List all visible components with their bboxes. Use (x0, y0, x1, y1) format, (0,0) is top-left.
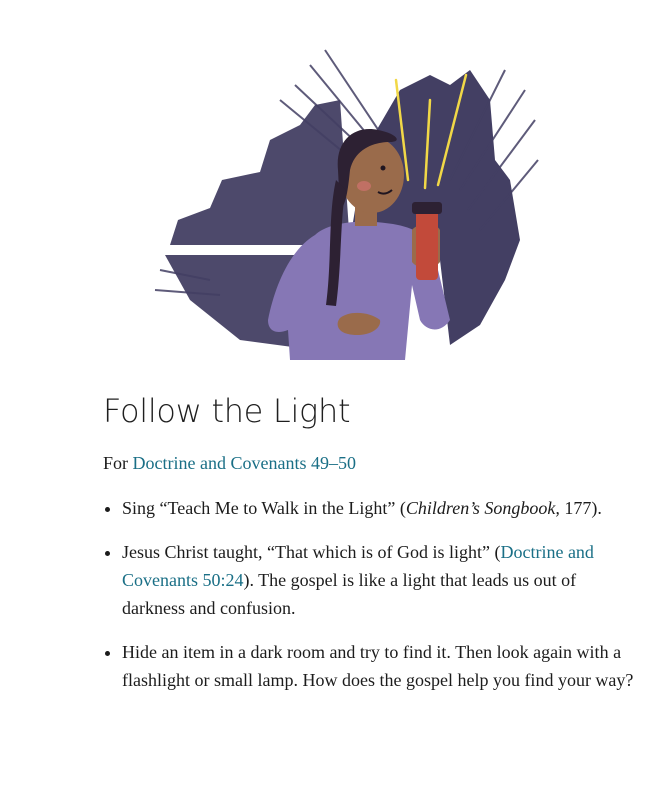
doctrine-covenants-49-50-link[interactable]: Doctrine and Covenants 49–50 (132, 453, 356, 473)
reference-prefix: For (103, 453, 129, 473)
list-item: • Sing “Teach Me to Walk in the Light” (Children’s Songbook, 177). (122, 494, 642, 522)
eye (381, 166, 386, 171)
page-title: Follow the Light (103, 392, 351, 430)
songbook-title: Children’s Songbook, (405, 498, 560, 518)
list-item: • Hide an item in a dark room and try to find it. Then look again with a flashlight or small lamp. How does the gospel help you find your way? (122, 638, 642, 694)
girl-with-flashlight-illustration (150, 30, 540, 365)
activity-list (103, 494, 642, 710)
flashlight-icon (416, 205, 438, 280)
scripture-reference (103, 453, 356, 474)
doctrine-covenants-50-24-link[interactable]: Doctrine and Covenants 50:24 (122, 542, 594, 590)
list-item: • Jesus Christ taught, “That which is of God is light” (Doctrine and Covenants 50:24). The gospel is like a light that leads us out of darkness and confusion. (122, 538, 642, 622)
cheek (357, 181, 371, 191)
flashlight-head (412, 202, 442, 214)
